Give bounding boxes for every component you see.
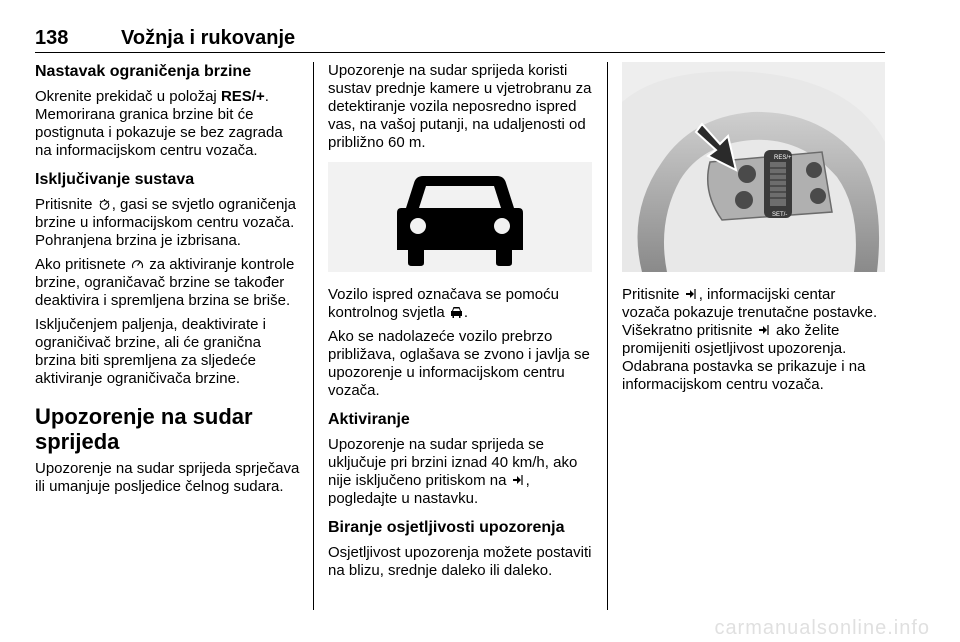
paragraph-sensitivity: Osjetljivost upozorenja možete postaviti na blizu, srednje daleko ili daleko. bbox=[328, 544, 592, 579]
paragraph-ignition: Isključenjem paljenja, deaktivirate i ograničivač brzine, ali će granična brzina biti spremljena za sljedeće aktiviranje ograničivača brzine. bbox=[35, 316, 266, 387]
vehicle-ahead-figure bbox=[328, 162, 592, 272]
res-label: RES/+ bbox=[220, 88, 265, 105]
column-divider-1 bbox=[313, 62, 314, 610]
column-2 bbox=[328, 62, 598, 586]
paragraph-collision-intro: Upozorenje na sudar sprijeda sprječava ili umanjuje posljedice čelnog sudara. bbox=[35, 460, 300, 495]
page-number: 138 bbox=[35, 27, 69, 49]
paragraph-activation: Upozorenje na sudar sprijeda se uključuje pri brzini iznad 40 km/h, ako nije isključeno pritiskom na , pogledajte u nastavku. bbox=[328, 436, 578, 507]
set-button-label: SET/- bbox=[772, 212, 788, 218]
paragraph-deactivate: Pritisnite , gasi se svjetlo ograničenja brzine u informacijskom centru vozača. Pohranjena brzina je izbrisana. bbox=[35, 196, 296, 249]
collision-sensitivity-icon bbox=[512, 474, 525, 486]
cruise-control-icon bbox=[131, 258, 144, 270]
steering-wheel-figure bbox=[622, 62, 885, 272]
paragraph-cruise: Ako pritisnete za aktiviranje kontrole brzine, ograničavač brzine se također deaktivira i spremljena brzina se briše. bbox=[35, 256, 295, 309]
heading-deactivation: Isključivanje sustava bbox=[35, 171, 195, 188]
heading-speed-limiter: Nastavak ograničenja brzine bbox=[35, 63, 252, 80]
column-3 bbox=[622, 62, 885, 400]
collision-sensitivity-icon bbox=[758, 324, 771, 336]
heading-activation: Aktiviranje bbox=[328, 411, 410, 428]
paragraph-warning-chime: Ako se nadolazeće vozilo prebrzo približava, oglašava se zvono i javlja se upozorenje u informacijskom centru vozača. bbox=[328, 328, 590, 399]
watermark: carmanualsonline.info bbox=[714, 617, 930, 639]
vehicle-ahead-icon bbox=[328, 162, 592, 272]
paragraph-resume: Okrenite prekidač u položaj RES/+. Memorirana granica brzine bit će postignuta i pokazuje se bez zagrada na informacijskom centru vozača. bbox=[35, 88, 283, 159]
speed-limiter-icon bbox=[98, 198, 111, 210]
res-button-label: RES/+ bbox=[774, 155, 792, 161]
steering-wheel-illustration bbox=[622, 62, 885, 272]
vehicle-ahead-indicator-icon bbox=[450, 306, 463, 318]
header-rule bbox=[35, 52, 885, 53]
column-1 bbox=[35, 62, 300, 502]
paragraph-press-button: Pritisnite , informacijski centar vozača pokazuje trenutačne postavke. Višekratno pritisnite ako želite promijeniti osjetljivost upozorenja. Odabrana postavka se prikazuje i na informacijskom centru vozača. bbox=[622, 286, 878, 393]
column-divider-2 bbox=[607, 62, 608, 610]
chapter-title: Vožnja i rukovanje bbox=[121, 27, 296, 49]
section-title-collision: Upozorenje na sudar sprijeda bbox=[35, 404, 253, 454]
page-header bbox=[35, 27, 885, 53]
collision-sensitivity-icon bbox=[685, 288, 698, 300]
paragraph-indicator: Vozilo ispred označava se pomoću kontrolnog svjetla . bbox=[328, 286, 559, 321]
paragraph-camera: Upozorenje na sudar sprijeda koristi sustav prednje kamere u vjetrobranu za detektiranje vozila neposredno ispred vas, na vašoj putanji, na udaljenosti od približno 60 m. bbox=[328, 62, 592, 151]
heading-sensitivity: Biranje osjetljivosti upozorenja bbox=[328, 519, 565, 536]
